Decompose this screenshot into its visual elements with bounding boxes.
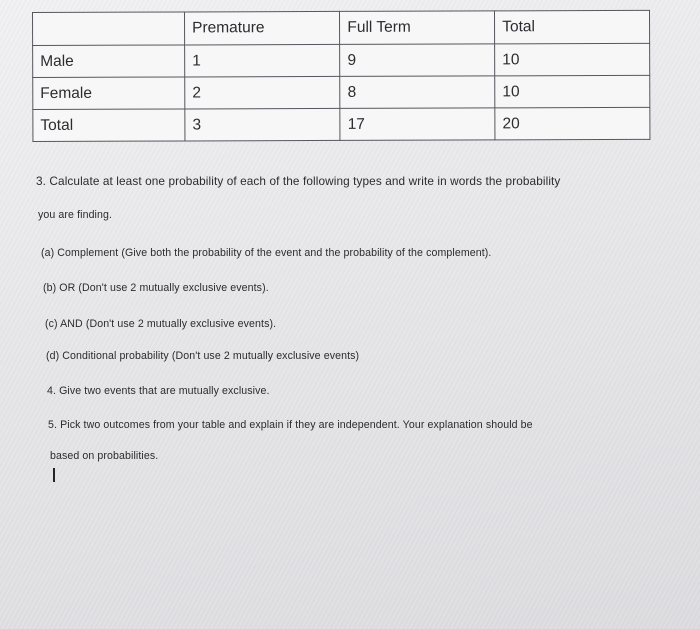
table-row-label: Female	[33, 77, 185, 110]
table-row-label: Male	[33, 45, 185, 78]
table-cell: 10	[495, 75, 650, 108]
question-3-continuation: you are finding.	[38, 209, 113, 221]
question-3a-text: (a) Complement (Give both the probability of the event and the probability of the complement).	[41, 247, 492, 259]
table-cell: 17	[340, 108, 495, 141]
table-row	[33, 43, 650, 77]
table-header-cell: Total	[495, 10, 650, 44]
table-cell: 20	[495, 107, 650, 140]
table-header-row	[33, 10, 650, 45]
table-cell: 3	[185, 108, 340, 141]
table-header-cell: Premature	[185, 11, 340, 45]
table-cell: 1	[185, 44, 340, 77]
question-3c-text: (c) AND (Don't use 2 mutually exclusive events).	[45, 318, 277, 330]
question-3d-text: (d) Conditional probability (Don't use 2 mutually exclusive events)	[46, 350, 360, 362]
table-cell: 9	[340, 44, 495, 77]
table-cell: 10	[495, 43, 650, 76]
question-5-continuation: based on probabilities.	[50, 450, 159, 462]
question-4-text: 4. Give two events that are mutually exclusive.	[47, 385, 270, 397]
table-cell: 8	[340, 76, 495, 109]
table-header-cell: Full Term	[340, 11, 495, 45]
question-3-text: 3. Calculate at least one probability of each of the following types and write in words the probability	[36, 174, 561, 188]
question-3b-text: (b) OR (Don't use 2 mutually exclusive events).	[43, 282, 269, 294]
text-cursor[interactable]	[53, 468, 55, 482]
table-row	[33, 75, 650, 109]
table-cell: 2	[185, 76, 340, 109]
question-5-text: 5. Pick two outcomes from your table and explain if they are independent. Your explanation should be	[48, 419, 533, 431]
table-header-cell	[33, 12, 185, 46]
table-row	[33, 107, 650, 141]
table-row-label: Total	[33, 109, 185, 142]
contingency-table	[32, 10, 650, 142]
